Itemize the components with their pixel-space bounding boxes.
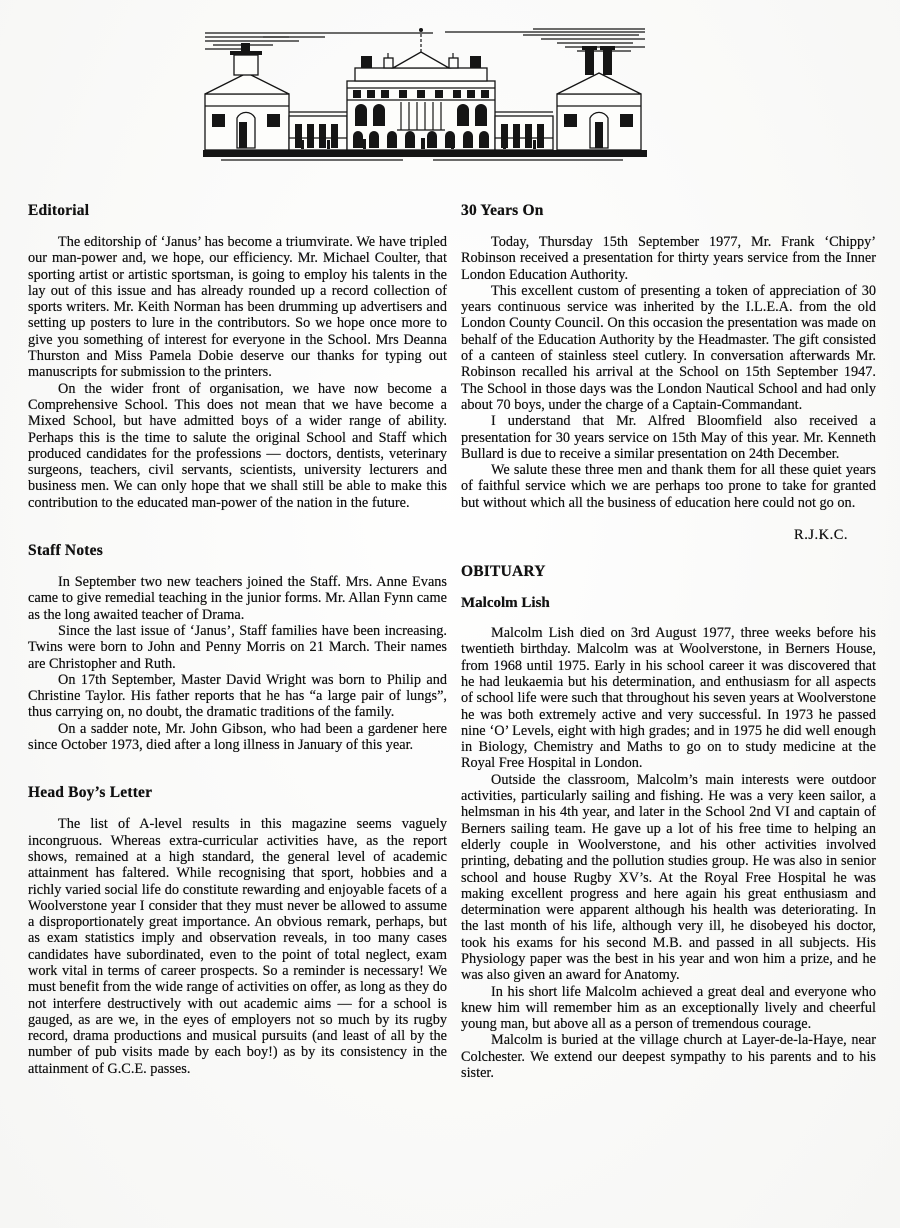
editorial-paragraph: The editorship of ‘Janus’ has become a triumvirate. We have tripled our man-power and, we hope, our efficiency. Mr. Michael Coulter, that sporting artist or artistic sportsman, is going to employ his talents in the lay out of this issue and has already rounded up a record collection of sports writers. Mr. Keith Norman has been drumming up advertisers and setting up posters to lure in the contributors. So we hope once more to give you something of interest for everyone in the School. Mrs Deanna Thurston and Miss Pamela Dobie deserve our thanks for typing out manuscripts for submission to the printers. bbox=[28, 234, 447, 381]
staff-notes-paragraph: On a sadder note, Mr. John Gibson, who had been a gardener here since October 1973, died after a long illness in January of this year. bbox=[28, 720, 447, 754]
left-column bbox=[28, 202, 447, 1077]
obituary-paragraph: Outside the classroom, Malcolm’s main interests were outdoor activities, particularly sailing and fishing. He was a very keen sailor, a helmsman in his 4th year, and later in the School 2nd VI and captain of Berners sailing team. He gave up a lot of his free time to helping an elderly couple in Woolverstone, and his other activities involved printing, debating and the pollution studies group. He was also in senior school and house Rugby XV’s. At the Royal Free Hospital he was making excellent progress and here again his great enthusiasm and determination were apparent although his health was deteriorating. In the last month of his life, although very ill, he disobeyed his doctor, took his exams for his second M.B. and passed in all subjects. His Physiology paper was the best in his year and won him a prize, and he was also given an award for Anatomy. bbox=[461, 771, 876, 984]
obituary-paragraph: Malcolm is buried at the village church at Layer-de-la-Haye, near Colchester. We extend our deepest sympathy to his parents and to his sister. bbox=[461, 1032, 876, 1082]
obituary-subject-name: Malcolm Lish bbox=[461, 595, 550, 612]
section-head-boys-letter bbox=[28, 784, 447, 1077]
section-obituary bbox=[461, 563, 876, 1081]
section-editorial bbox=[28, 202, 447, 511]
thirty-years-on-paragraph: Today, Thursday 15th September 1977, Mr. Frank ‘Chippy’ Robinson received a presentation for thirty years service from the Inner London Education Authority. bbox=[461, 234, 876, 283]
thirty-years-on-heading: 30 Years On bbox=[461, 202, 544, 219]
right-column bbox=[461, 202, 876, 1081]
head-boys-letter-paragraph: The list of A-level results in this magazine seems vaguely incongruous. Whereas extra-curricular activities have, as the report shows, remained at a high standard, the general level of academic attainment has faltered. While recognising that sport, hobbies and a richly varied social life do constitute rewarding and enjoyable facets of a Woolverstone year I consider that they must never be allowed to assume a disproportionately great importance. An obvious remark, perhaps, but as exam statistics imply and observation reveals, in too many cases candidates have subordinated, even to the point of total neglect, exam work vital in terms of career prospects. So a reminder is necessary! We must benefit from the wide range of activities on offer, as long as they do not interfere destructively with out academic aims — for a school is gauged, as are we, in the eyes of employers not so much by its rugby record, drama productions and musical pursuits (and least of all by the number of pub visits made by each boy!) as by its consistency in the attainment of G.C.E. passes. bbox=[28, 816, 447, 1077]
author-initials-signature: R.J.K.C. bbox=[794, 527, 848, 544]
staff-notes-paragraph: Since the last issue of ‘Janus’, Staff families have been increasing. Twins were born to John and Penny Morris on 21 March. Their names are Christopher and Ruth. bbox=[28, 622, 447, 672]
staff-notes-paragraph: On 17th September, Master David Wright was born to Philip and Christine Taylor. His father reports that he has “a large pair of lungs”, thus carrying on, no doubt, the dramatic traditions of the family. bbox=[28, 671, 447, 721]
obituary-paragraph: In his short life Malcolm achieved a great deal and everyone who knew him will remember him as an exceptionally lively and cheerful young man, but above all as a person of tremendous courage. bbox=[461, 983, 876, 1033]
woolverstone-hall-engraving bbox=[203, 26, 647, 168]
staff-notes-heading: Staff Notes bbox=[28, 542, 103, 560]
obituary-paragraph: Malcolm Lish died on 3rd August 1977, three weeks before his twentieth birthday. Malcolm was at Woolverstone, in Berners House, from 1968 until 1975. Early in his school career it was discovered that he had leukaemia but his determination, and enthusiasm for all aspects of school life were such that throughout his seven years at Woolverstone he was both extremely active and very successful. In 1973 he passed nine ‘O’ Levels, eight with high grades; and in 1975 he did well enough in Biology, Chemistry and Maths to go on to study medicine at the Royal Free Hospital in London. bbox=[461, 625, 876, 772]
obituary-heading: OBITUARY bbox=[461, 563, 546, 581]
school-building-engraving-svg bbox=[203, 26, 647, 168]
section-30-years-on bbox=[461, 202, 876, 544]
thirty-years-on-paragraph: I understand that Mr. Alfred Bloomfield also received a presentation for 30 years service on 15th May of this year. Mr. Kenneth Bullard is due to receive a similar presentation on 24th December. bbox=[461, 413, 876, 462]
section-staff-notes bbox=[28, 542, 447, 753]
thirty-years-on-paragraph: We salute these three men and thank them for all these quiet years of faithful service which we are perhaps too prone to take for granted but without which all the business of education here could not go on. bbox=[461, 462, 876, 511]
staff-notes-paragraph: In September two new teachers joined the Staff. Mrs. Anne Evans came to give remedial teaching in the junior forms. Mr. Allan Fynn came as the long awaited teacher of Drama. bbox=[28, 574, 447, 623]
head-boys-letter-heading: Head Boy’s Letter bbox=[28, 784, 153, 802]
editorial-paragraph: On the wider front of organisation, we have now become a Comprehensive School. This does not mean that we have become a Mixed School, but have admitted boys of a wider range of ability. Perhaps this is the time to salute the original School and Staff which produced candidates for the professions — doctors, dentists, veterinary surgeons, teachers, civil servants, scientists, university lecturers and business men. We can only hope that we shall still be able to make this contribution to the educated man-power of the nation in the future. bbox=[28, 380, 447, 511]
editorial-heading: Editorial bbox=[28, 202, 90, 219]
thirty-years-on-paragraph: This excellent custom of presenting a token of appreciation of 30 years continuous service was inherited by the I.L.E.A. from the old London County Council. On this occasion the presentation was made on behalf of the Education Authority by the Headmaster. The gift consisted of a canteen of stainless steel cutlery. In conversation afterwards Mr. Robinson recalled his arrival at the School on 15th September 1947. The School in those days was the London Nautical School and had only about 70 boys, under the charge of a Captain-Commandant. bbox=[461, 282, 876, 413]
